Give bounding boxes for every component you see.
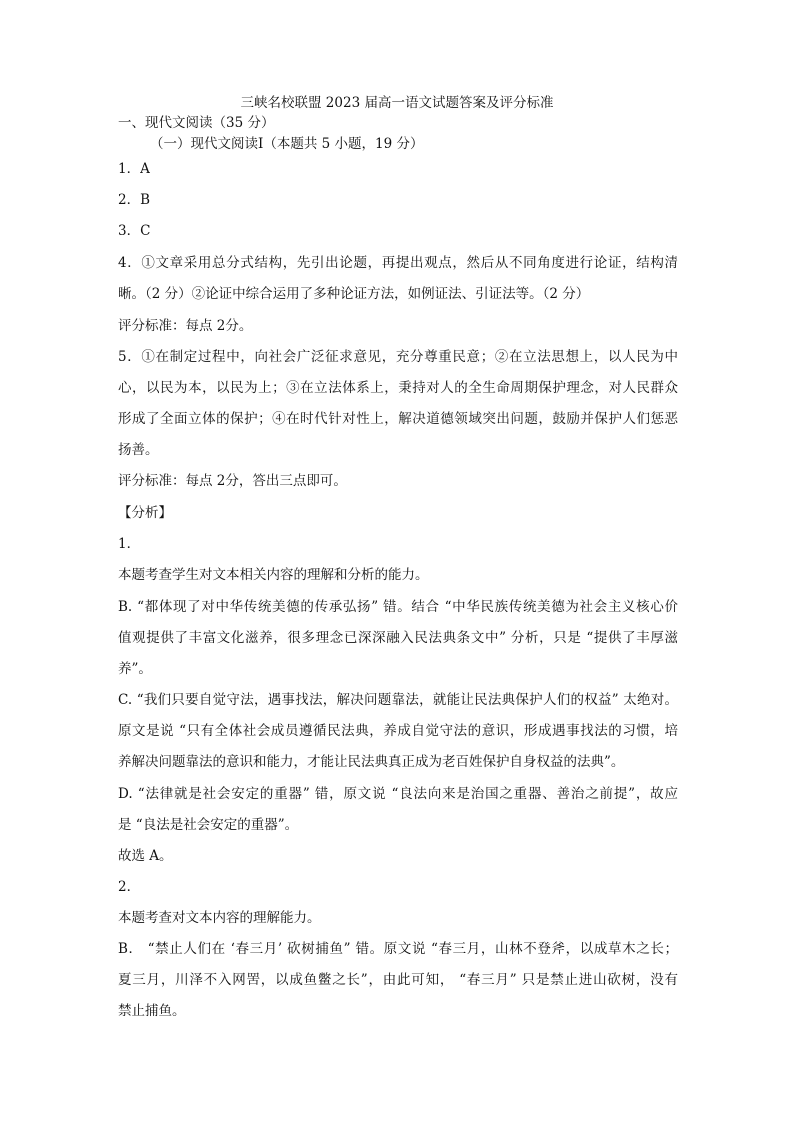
analysis-option-c-line: 养解决问题靠法的意识和能力，才能让民法典真正成为老百姓保护自身权益的法典”。 bbox=[118, 754, 625, 770]
analysis-intro: 本题考查对文本内容的理解能力。 bbox=[118, 910, 321, 926]
answer-2: 2．B bbox=[118, 192, 151, 208]
document-title: 三峡名校联盟 2023 届高一语文试题答案及评分标准 bbox=[240, 95, 554, 111]
answer-1: 1．A bbox=[118, 161, 150, 177]
section-heading: 一、现代文阅读（35 分） bbox=[118, 115, 275, 131]
answer-5-line: 5．①在制定过程中，向社会广泛征求意见，充分尊重民意；②在立法思想上，以人民为中 bbox=[118, 349, 678, 365]
answer-3: 3．C bbox=[118, 223, 151, 239]
analysis-option-b-line: 值观提供了丰富文化滋养，很多理念已深深融入民法典条文中” 分析，只是 “提供了丰厚滋 bbox=[118, 630, 678, 646]
analysis-option-c-line: C. “我们只要自觉守法，遇事找法，解决问题靠法，就能让民法典保护人们的权益” 太绝对。 bbox=[118, 692, 678, 708]
answer-4-line: 4．①文章采用总分式结构，先引出论题，再提出观点，然后从不同角度进行论证，结构清 bbox=[118, 255, 678, 271]
analysis-option-b-line: B. “都体现了对中华传统美德的传承弘扬” 错。结合 “中华民族传统美德为社会主义核心价 bbox=[118, 599, 678, 615]
analysis-option-b-line: 夏三月，川泽不入网罟，以成鱼鳖之长”，由此可知， “春三月” 只是禁止进山砍树，没有 bbox=[118, 972, 678, 988]
analysis-option-d-line: 是 “良法是社会安定的重器”。 bbox=[118, 817, 299, 833]
analysis-option-d-line: D. “法律就是社会安定的重器” 错，原文说 “良法向来是治国之重器、善治之前提”，故应 bbox=[118, 786, 678, 802]
analysis-intro: 本题考查学生对文本相关内容的理解和分析的能力。 bbox=[118, 567, 429, 583]
answer-4-line: 晰。（2 分）②论证中综合运用了多种论证方法，如例证法、引证法等。（2 分） bbox=[118, 286, 590, 302]
analysis-option-b-line: 禁止捕鱼。 bbox=[118, 1003, 186, 1019]
analysis-option-b-line: 养”。 bbox=[118, 661, 152, 677]
analysis-conclusion: 故选 A。 bbox=[118, 848, 173, 864]
answer-4-scoring: 评分标准：每点 2分。 bbox=[118, 318, 253, 334]
analysis-heading: 【分析】 bbox=[118, 505, 172, 521]
analysis-question-number: 2． bbox=[118, 879, 141, 895]
subsection-heading: （一）现代文阅读Ⅰ（本题共 5 小题，19 分） bbox=[150, 136, 424, 152]
answer-5-scoring: 评分标准：每点 2分，答出三点即可。 bbox=[118, 473, 347, 489]
answer-5-line: 心，以民为本，以民为上；③在立法体系上，秉持对人的全生命周期保护理念，对人民群众 bbox=[118, 380, 678, 396]
answer-5-line: 形成了全面立体的保护；④在时代针对性上，解决道德领域突出问题，鼓励并保护人们惩恶 bbox=[118, 411, 678, 427]
analysis-question-number: 1． bbox=[118, 536, 141, 552]
analysis-option-b-line: B． “禁止人们在 ‘春三月’ 砍树捕鱼” 错。原文说 “春三月，山林不登斧，以成草木之长； bbox=[118, 941, 678, 957]
analysis-option-c-line: 原文是说 “只有全体社会成员遵循民法典，养成自觉守法的意识，形成遇事找法的习惯，培 bbox=[118, 723, 678, 739]
answer-5-line: 扬善。 bbox=[118, 442, 159, 458]
